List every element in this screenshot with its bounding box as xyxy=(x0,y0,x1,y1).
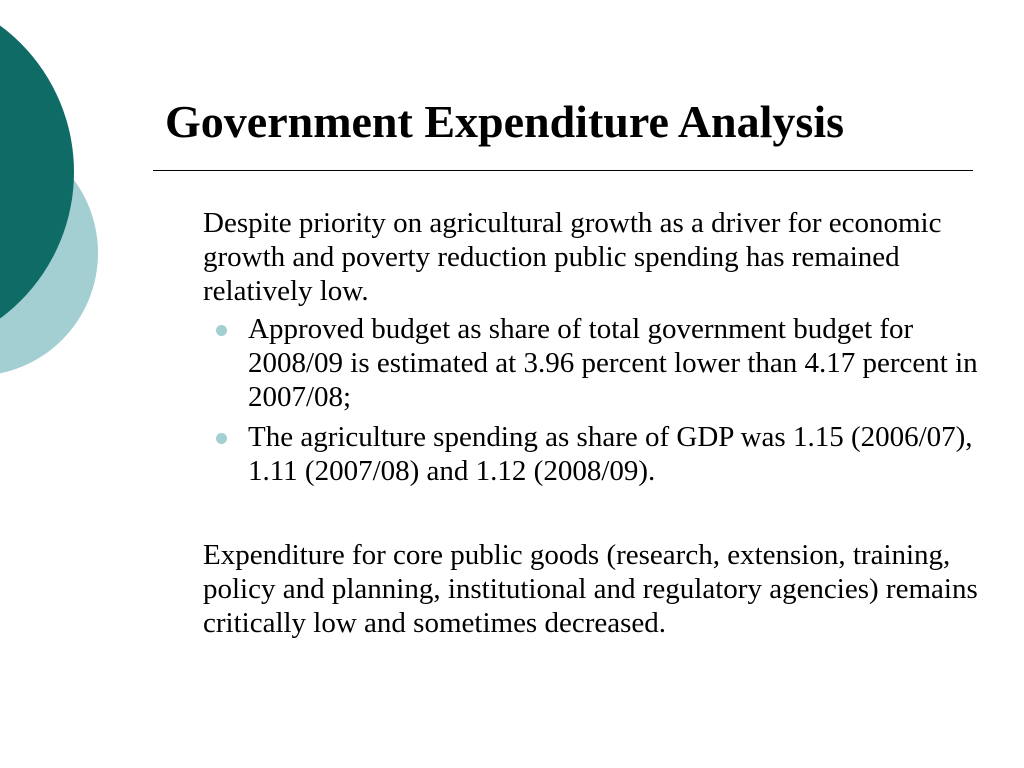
list-item xyxy=(203,420,993,488)
bullet-text-gdp: The agriculture spending as share of GDP was 1.15 (2006/07), 1.11 (2007/08) and 1.12 (2008/09). xyxy=(248,421,973,487)
bullet-text-budget: Approved budget as share of total government budget for 2008/09 is estimated at 3.96 percent lower than 4.17 percent in 2007/08; xyxy=(248,313,978,413)
decorative-circles xyxy=(0,0,110,420)
decorative-circles-graphic xyxy=(0,0,110,420)
circle-bullet-icon xyxy=(216,325,227,336)
bullet-list xyxy=(203,312,993,488)
list-item xyxy=(203,312,993,414)
slide-title: Government Expenditure Analysis xyxy=(165,96,844,147)
slide-body xyxy=(203,206,993,640)
paragraph-priority: Despite priority on agricultural growth as a driver for economic growth and poverty reduction public spending has remained relatively low. xyxy=(203,207,942,307)
title-divider xyxy=(153,170,973,171)
circle-bullet-icon xyxy=(216,433,227,444)
paragraph-core-goods: Expenditure for core public goods (research, extension, training, policy and planning, institutional and regulatory agencies) remains critically low and sometimes decreased. xyxy=(203,539,978,639)
